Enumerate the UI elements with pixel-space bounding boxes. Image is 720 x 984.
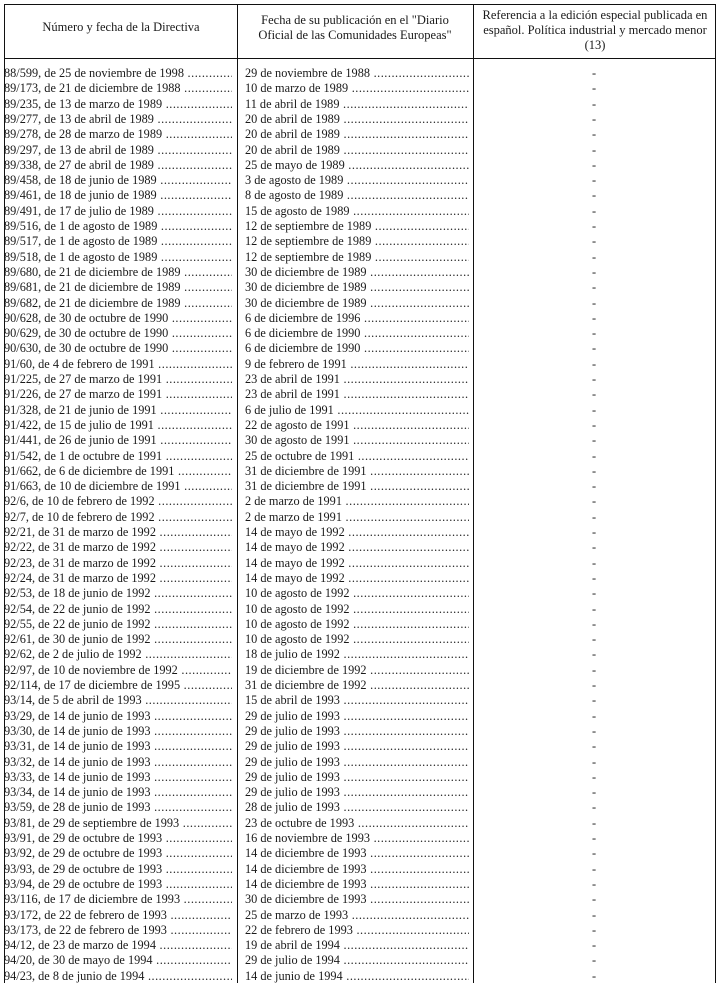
table-row [4, 372, 716, 387]
publication-cell: 6 de diciembre de 1990 ..... [245, 341, 469, 356]
table-row [4, 816, 716, 831]
table-row [4, 831, 716, 846]
directive-cell: 89/173, de 21 de diciembre de 1988 ..... [4, 81, 232, 96]
publication-cell: 29 de julio de 1993 ..... [245, 709, 469, 724]
table-row [4, 724, 716, 739]
reference-cell: - [591, 647, 597, 662]
directive-cell: 92/55, de 22 de junio de 1992 ..... [4, 617, 232, 632]
reference-cell: - [591, 96, 597, 111]
publication-cell: 9 de febrero de 1991 ..... [245, 357, 469, 372]
reference-cell: - [591, 754, 597, 769]
reference-cell: - [591, 953, 597, 968]
reference-cell: - [591, 708, 597, 723]
publication-cell: 30 de agosto de 1991 ..... [245, 433, 469, 448]
reference-cell: - [591, 111, 597, 126]
table-row [4, 158, 716, 173]
directive-cell: 90/629, de 30 de octubre de 1990 ..... [4, 326, 232, 341]
reference-cell: - [591, 310, 597, 325]
directive-cell: 89/681, de 21 de diciembre de 1989 ..... [4, 280, 232, 295]
publication-cell: 30 de diciembre de 1989 ..... [245, 296, 469, 311]
reference-cell: - [591, 264, 597, 279]
publication-cell: 19 de abril de 1994 ..... [245, 938, 469, 953]
table-row [4, 449, 716, 464]
publication-cell: 30 de diciembre de 1993 ..... [245, 892, 469, 907]
reference-cell: - [591, 494, 597, 509]
publication-cell: 20 de abril de 1989 ..... [245, 112, 469, 127]
reference-cell: - [591, 234, 597, 249]
reference-cell: - [591, 433, 597, 448]
publication-cell: 29 de noviembre de 1988 ..... [245, 66, 469, 81]
reference-cell: - [591, 540, 597, 555]
table-row [4, 785, 716, 800]
directive-cell: 93/91, de 29 de octubre de 1993 ..... [4, 831, 232, 846]
table-row [4, 938, 716, 953]
publication-cell: 11 de abril de 1989 ..... [245, 97, 469, 112]
directive-cell: 92/22, de 31 de marzo de 1992 ..... [4, 540, 232, 555]
table-row [4, 250, 716, 265]
publication-cell: 25 de mayo de 1989 ..... [245, 158, 469, 173]
reference-cell: - [591, 280, 597, 295]
table-row [4, 66, 716, 81]
directive-cell: 94/12, de 23 de marzo de 1994 ..... [4, 938, 232, 953]
publication-cell: 2 de marzo de 1991 ..... [245, 494, 469, 509]
reference-cell: - [591, 968, 597, 983]
publication-cell: 2 de marzo de 1991 ..... [245, 510, 469, 525]
reference-cell: - [591, 356, 597, 371]
reference-cell: - [591, 249, 597, 264]
directive-cell: 93/94, de 29 de octubre de 1993 ..... [4, 877, 232, 892]
reference-cell: - [591, 479, 597, 494]
reference-cell: - [591, 723, 597, 738]
table-row [4, 479, 716, 494]
reference-cell: - [591, 861, 597, 876]
reference-cell: - [591, 616, 597, 631]
table-row [4, 127, 716, 142]
reference-cell: - [591, 601, 597, 616]
publication-cell: 10 de agosto de 1992 ..... [245, 602, 469, 617]
reference-cell: - [591, 800, 597, 815]
reference-cell: - [591, 463, 597, 478]
directive-cell: 91/422, de 15 de julio de 1991 ..... [4, 418, 232, 433]
reference-cell: - [591, 586, 597, 601]
table-row [4, 892, 716, 907]
directive-cell: 90/628, de 30 de octubre de 1990 ..... [4, 311, 232, 326]
table-row [4, 617, 716, 632]
publication-cell: 14 de mayo de 1992 ..... [245, 556, 469, 571]
directive-cell: 89/235, de 13 de marzo de 1989 ..... [4, 97, 232, 112]
publication-cell: 31 de diciembre de 1991 ..... [245, 479, 469, 494]
table-row [4, 770, 716, 785]
header-special-edition-reference: Referencia a la edición especial publicada en español. Política industrial y mercado menor (13) [482, 8, 708, 52]
publication-cell: 23 de octubre de 1993 ..... [245, 816, 469, 831]
directive-cell: 93/29, de 14 de junio de 1993 ..... [4, 709, 232, 724]
directive-cell: 94/20, de 30 de mayo de 1994 ..... [4, 953, 232, 968]
publication-cell: 29 de julio de 1993 ..... [245, 724, 469, 739]
publication-cell: 6 de julio de 1991 ..... [245, 403, 469, 418]
directive-cell: 93/93, de 29 de octubre de 1993 ..... [4, 862, 232, 877]
publication-cell: 30 de diciembre de 1989 ..... [245, 280, 469, 295]
publication-cell: 28 de julio de 1993 ..... [245, 800, 469, 815]
table-row [4, 923, 716, 938]
table-row [4, 969, 716, 984]
table-row [4, 311, 716, 326]
directive-cell: 93/31, de 14 de junio de 1993 ..... [4, 739, 232, 754]
table-row [4, 525, 716, 540]
table-row [4, 464, 716, 479]
directive-cell: 93/32, de 14 de junio de 1993 ..... [4, 755, 232, 770]
reference-cell: - [591, 846, 597, 861]
directive-cell: 92/114, de 17 de diciembre de 1995 ..... [4, 678, 232, 693]
table-row [4, 602, 716, 617]
directive-cell: 93/116, de 17 de diciembre de 1993 ..... [4, 892, 232, 907]
table-row [4, 357, 716, 372]
table-row [4, 953, 716, 968]
reference-cell: - [591, 127, 597, 142]
reference-cell: - [591, 66, 597, 80]
directive-cell: 91/225, de 27 de marzo de 1991 ..... [4, 372, 232, 387]
publication-cell: 16 de noviembre de 1993 ..... [245, 831, 469, 846]
publication-cell: 15 de abril de 1993 ..... [245, 693, 469, 708]
table-row [4, 908, 716, 923]
header-bottom-border [4, 58, 716, 59]
table-row [4, 265, 716, 280]
directive-cell: 93/59, de 28 de junio de 1993 ..... [4, 800, 232, 815]
publication-cell: 12 de septiembre de 1989 ..... [245, 219, 469, 234]
directive-cell: 91/328, de 21 de junio de 1991 ..... [4, 403, 232, 418]
publication-cell: 20 de abril de 1989 ..... [245, 143, 469, 158]
reference-cell: - [591, 785, 597, 800]
reference-cell: - [591, 157, 597, 172]
table-row [4, 326, 716, 341]
table-row [4, 143, 716, 158]
table-row [4, 418, 716, 433]
publication-cell: 14 de diciembre de 1993 ..... [245, 862, 469, 877]
publication-cell: 22 de agosto de 1991 ..... [245, 418, 469, 433]
directive-cell: 92/24, de 31 de marzo de 1992 ..... [4, 571, 232, 586]
publication-cell: 31 de diciembre de 1991 ..... [245, 464, 469, 479]
table-row [4, 204, 716, 219]
publication-cell: 22 de febrero de 1993 ..... [245, 923, 469, 938]
reference-cell: - [591, 188, 597, 203]
publication-cell: 29 de julio de 1993 ..... [245, 770, 469, 785]
directive-cell: 91/662, de 6 de diciembre de 1991 ..... [4, 464, 232, 479]
directive-cell: 92/54, de 22 de junio de 1992 ..... [4, 602, 232, 617]
directive-cell: 94/23, de 8 de junio de 1994 ..... [4, 969, 232, 984]
reference-cell: - [591, 142, 597, 157]
table-row [4, 510, 716, 525]
table-row [4, 387, 716, 402]
reference-cell: - [591, 662, 597, 677]
directive-cell: 89/278, de 28 de marzo de 1989 ..... [4, 127, 232, 142]
publication-cell: 3 de agosto de 1989 ..... [245, 173, 469, 188]
directive-cell: 91/441, de 26 de junio de 1991 ..... [4, 433, 232, 448]
directive-cell: 93/92, de 29 de octubre de 1993 ..... [4, 846, 232, 861]
table-row [4, 112, 716, 127]
directive-cell: 89/518, de 1 de agosto de 1989 ..... [4, 250, 232, 265]
directive-cell: 92/6, de 10 de febrero de 1992 ..... [4, 494, 232, 509]
table-row [4, 586, 716, 601]
header-publication-date: Fecha de su publicación en el "Diario Oficial de las Comunidades Europeas" [258, 13, 452, 42]
table-row [4, 693, 716, 708]
reference-cell: - [591, 815, 597, 830]
table-row [4, 219, 716, 234]
directive-cell: 93/14, de 5 de abril de 1993 ..... [4, 693, 232, 708]
reference-cell: - [591, 769, 597, 784]
reference-cell: - [591, 938, 597, 953]
directive-cell: 93/173, de 22 de febrero de 1993 ..... [4, 923, 232, 938]
directive-cell: 93/34, de 14 de junio de 1993 ..... [4, 785, 232, 800]
table-row [4, 81, 716, 96]
reference-cell: - [591, 295, 597, 310]
table-row [4, 755, 716, 770]
publication-cell: 29 de julio de 1994 ..... [245, 953, 469, 968]
reference-cell: - [591, 372, 597, 386]
directive-cell: 92/7, de 10 de febrero de 1992 ..... [4, 510, 232, 525]
publication-cell: 10 de agosto de 1992 ..... [245, 632, 469, 647]
publication-cell: 6 de diciembre de 1996 ..... [245, 311, 469, 326]
directive-cell: 92/23, de 31 de marzo de 1992 ..... [4, 556, 232, 571]
table-row [4, 296, 716, 311]
publication-cell: 12 de septiembre de 1989 ..... [245, 250, 469, 265]
publication-cell: 14 de mayo de 1992 ..... [245, 540, 469, 555]
publication-cell: 29 de julio de 1993 ..... [245, 739, 469, 754]
publication-cell: 14 de mayo de 1992 ..... [245, 525, 469, 540]
publication-cell: 15 de agosto de 1989 ..... [245, 204, 469, 219]
table-row [4, 663, 716, 678]
directive-cell: 89/517, de 1 de agosto de 1989 ..... [4, 234, 232, 249]
directive-cell: 91/60, de 4 de febrero de 1991 ..... [4, 357, 232, 372]
directive-cell: 89/682, de 21 de diciembre de 1989 ..... [4, 296, 232, 311]
table-row [4, 556, 716, 571]
header-directive-number-date: Número y fecha de la Directiva [42, 20, 200, 34]
directive-cell: 92/21, de 31 de marzo de 1992 ..... [4, 525, 232, 540]
directive-cell: 93/81, de 29 de septiembre de 1993 ..... [4, 816, 232, 831]
reference-cell: - [591, 693, 597, 708]
table-top-border [4, 4, 716, 5]
table-row [4, 234, 716, 249]
publication-cell: 29 de julio de 1993 ..... [245, 755, 469, 770]
reference-cell: - [591, 739, 597, 754]
directive-cell: 89/516, de 1 de agosto de 1989 ..... [4, 219, 232, 234]
table-row [4, 632, 716, 647]
reference-cell: - [591, 876, 597, 891]
directive-cell: 89/338, de 27 de abril de 1989 ..... [4, 158, 232, 173]
publication-cell: 14 de diciembre de 1993 ..... [245, 846, 469, 861]
reference-cell: - [591, 678, 597, 692]
publication-cell: 23 de abril de 1991 ..... [245, 372, 469, 387]
publication-cell: 6 de diciembre de 1990 ..... [245, 326, 469, 341]
table-row [4, 739, 716, 754]
publication-cell: 10 de agosto de 1992 ..... [245, 617, 469, 632]
publication-cell: 30 de diciembre de 1989 ..... [245, 265, 469, 280]
directive-cell: 90/630, de 30 de octubre de 1990 ..... [4, 341, 232, 356]
table-row [4, 433, 716, 448]
table-row [4, 647, 716, 662]
directive-cell: 92/53, de 18 de junio de 1992 ..... [4, 586, 232, 601]
reference-cell: - [591, 570, 597, 585]
publication-cell: 25 de octubre de 1991 ..... [245, 449, 469, 464]
table-row [4, 800, 716, 815]
publication-cell: 18 de julio de 1992 ..... [245, 647, 469, 662]
directive-cell: 89/461, de 18 de junio de 1989 ..... [4, 188, 232, 203]
table-row [4, 173, 716, 188]
directive-cell: 92/97, de 10 de noviembre de 1992 ..... [4, 663, 232, 678]
table-row [4, 846, 716, 861]
directive-cell: 93/33, de 14 de junio de 1993 ..... [4, 770, 232, 785]
table-row [4, 403, 716, 418]
publication-cell: 14 de junio de 1994 ..... [245, 969, 469, 984]
directive-cell: 89/680, de 21 de diciembre de 1989 ..... [4, 265, 232, 280]
reference-cell: - [591, 907, 597, 922]
table-row [4, 97, 716, 112]
publication-cell: 23 de abril de 1991 ..... [245, 387, 469, 402]
directive-cell: 91/226, de 27 de marzo de 1991 ..... [4, 387, 232, 402]
table-row [4, 571, 716, 586]
directive-cell: 89/491, de 17 de julio de 1989 ..... [4, 204, 232, 219]
directive-cell: 89/297, de 13 de abril de 1989 ..... [4, 143, 232, 158]
table-row [4, 494, 716, 509]
table-row [4, 709, 716, 724]
reference-cell: - [591, 402, 597, 417]
reference-cell: - [591, 509, 597, 524]
directive-cell: 91/663, de 10 de diciembre de 1991 ..... [4, 479, 232, 494]
reference-cell: - [591, 892, 597, 907]
publication-cell: 19 de diciembre de 1992 ..... [245, 663, 469, 678]
directive-cell: 89/277, de 13 de abril de 1989 ..... [4, 112, 232, 127]
table-row [4, 540, 716, 555]
publication-cell: 14 de mayo de 1992 ..... [245, 571, 469, 586]
publication-cell: 10 de agosto de 1992 ..... [245, 586, 469, 601]
reference-cell: - [591, 203, 597, 218]
directive-cell: 91/542, de 1 de octubre de 1991 ..... [4, 449, 232, 464]
publication-cell: 29 de julio de 1993 ..... [245, 785, 469, 800]
publication-cell: 12 de septiembre de 1989 ..... [245, 234, 469, 249]
table-row [4, 877, 716, 892]
table-row [4, 862, 716, 877]
reference-cell: - [591, 555, 597, 570]
reference-cell: - [591, 632, 597, 647]
table-row [4, 188, 716, 203]
reference-cell: - [591, 525, 597, 539]
directive-cell: 89/458, de 18 de junio de 1989 ..... [4, 173, 232, 188]
reference-cell: - [591, 219, 597, 233]
reference-cell: - [591, 341, 597, 356]
reference-cell: - [591, 173, 597, 188]
directive-cell: 92/61, de 30 de junio de 1992 ..... [4, 632, 232, 647]
publication-cell: 14 de diciembre de 1993 ..... [245, 877, 469, 892]
table-row [4, 678, 716, 693]
publication-cell: 20 de abril de 1989 ..... [245, 127, 469, 142]
publication-cell: 10 de marzo de 1989 ..... [245, 81, 469, 96]
directive-cell: 93/172, de 22 de febrero de 1993 ..... [4, 908, 232, 923]
publication-cell: 25 de marzo de 1993 ..... [245, 908, 469, 923]
table-row [4, 341, 716, 356]
publication-cell: 31 de diciembre de 1992 ..... [245, 678, 469, 693]
directive-cell: 92/62, de 2 de julio de 1992 ..... [4, 647, 232, 662]
table-row [4, 280, 716, 295]
reference-cell: - [591, 326, 597, 341]
directive-cell: 93/30, de 14 de junio de 1993 ..... [4, 724, 232, 739]
directives-table [4, 4, 716, 983]
reference-cell: - [591, 387, 597, 402]
reference-cell: - [591, 81, 597, 96]
reference-cell: - [591, 448, 597, 463]
reference-cell: - [591, 922, 597, 937]
reference-cell: - [591, 417, 597, 432]
publication-cell: 8 de agosto de 1989 ..... [245, 188, 469, 203]
directive-cell: 88/599, de 25 de noviembre de 1998 ..... [4, 66, 232, 81]
reference-cell: - [591, 831, 597, 845]
